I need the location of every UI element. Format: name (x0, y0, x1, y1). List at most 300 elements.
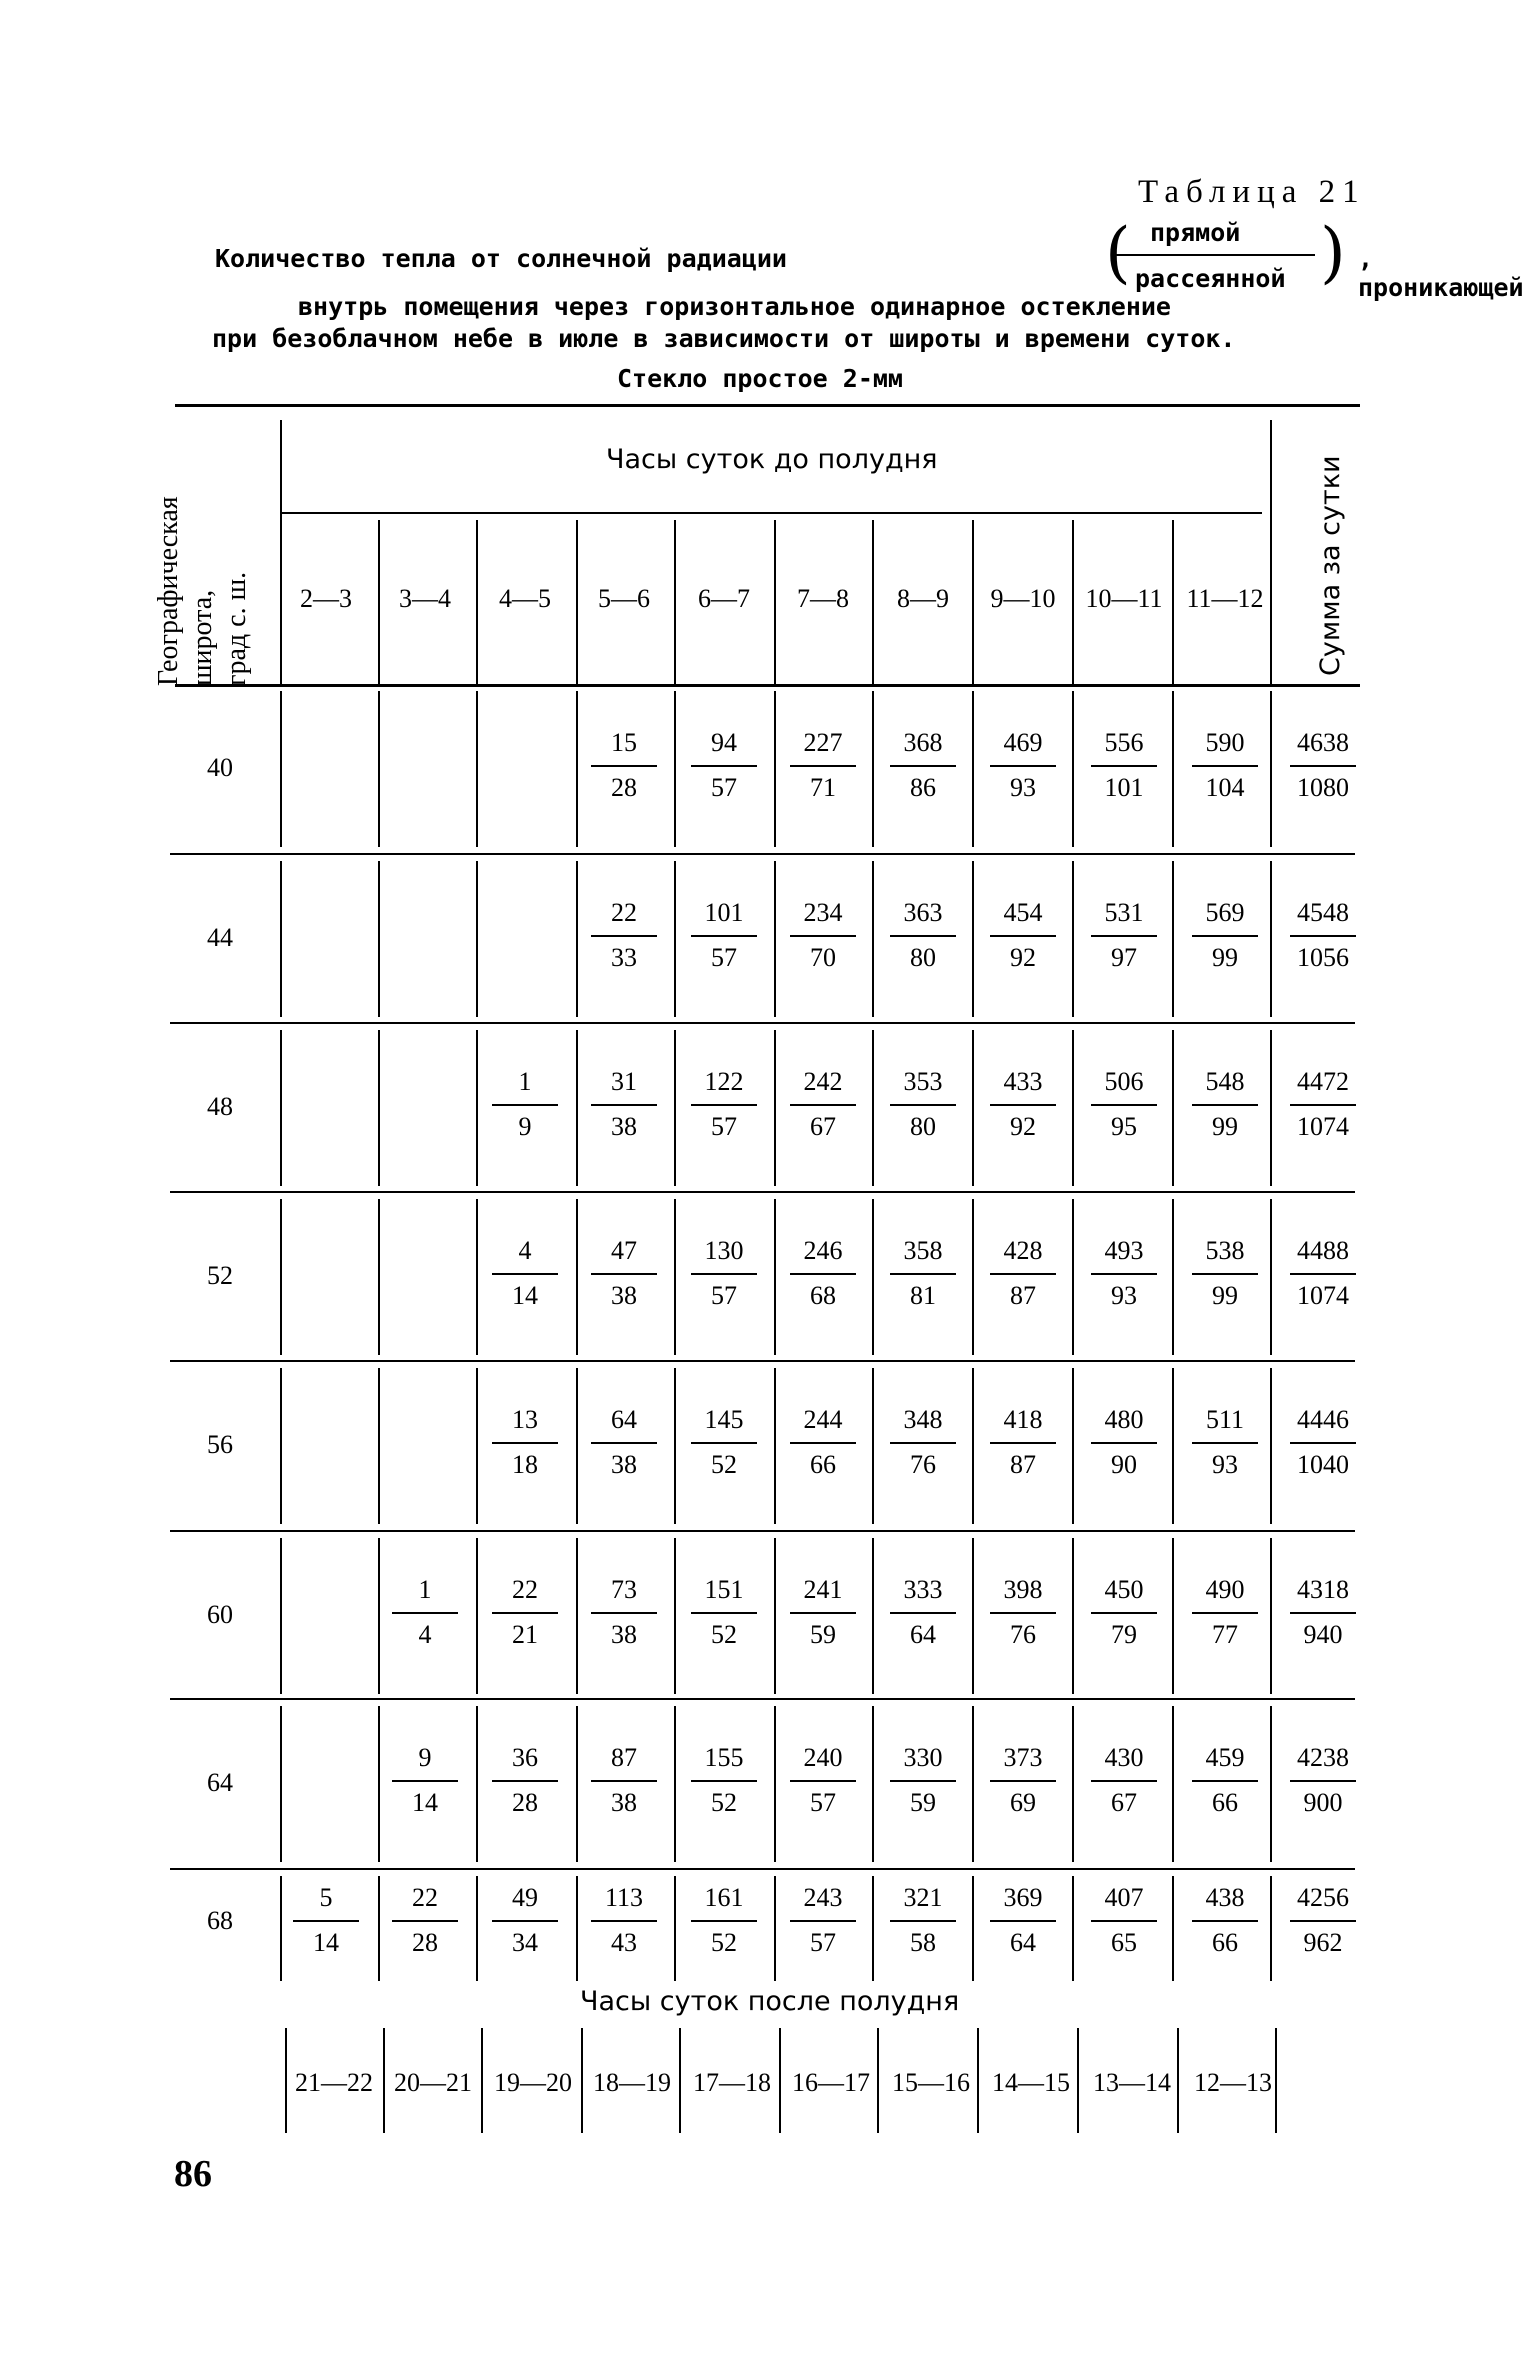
pm-hour-label: 15—16 (892, 2068, 970, 2097)
column-divider (280, 861, 282, 1017)
direct-radiation-value: 438 (1205, 1883, 1245, 1912)
column-divider (972, 861, 974, 1017)
sum-diffuse-value: 940 (1290, 1612, 1356, 1654)
direct-radiation-value: 15 (611, 728, 637, 757)
latitude-value: 56 (207, 1430, 233, 1459)
direct-radiation-value: 9 (418, 1743, 432, 1772)
diffuse-radiation-value: 79 (1091, 1612, 1157, 1654)
table-cell (687, 1402, 761, 1484)
diffuse-radiation-value: 43 (591, 1920, 657, 1962)
column-divider (774, 1199, 776, 1355)
column-divider (1270, 1199, 1272, 1355)
column-divider (1172, 1876, 1174, 1981)
sum-diffuse-value: 1056 (1290, 935, 1356, 977)
column-divider (872, 1368, 874, 1524)
table-number: Таблица 21 (1138, 174, 1366, 210)
diffuse-radiation-value: 67 (790, 1104, 856, 1146)
direct-radiation-value: 241 (803, 1575, 843, 1604)
diffuse-radiation-value: 52 (691, 1920, 757, 1962)
table-cell (786, 1402, 860, 1484)
diffuse-radiation-value: 86 (890, 765, 956, 807)
table-cell (786, 1880, 860, 1962)
table-cell (488, 1740, 562, 1822)
direct-radiation-value: 418 (1003, 1405, 1043, 1434)
column-divider (774, 1368, 776, 1524)
column-divider (872, 861, 874, 1017)
column-divider (1172, 1368, 1174, 1524)
fraction-denominator: рассеянной (1135, 264, 1286, 293)
latitude-label-line-3: град с. ш. (221, 571, 252, 686)
direct-radiation-value: 244 (803, 1405, 843, 1434)
direct-radiation-value: 87 (611, 1743, 637, 1772)
column-divider (972, 1876, 974, 1981)
direct-radiation-value: 407 (1104, 1883, 1144, 1912)
table-cell (886, 1233, 960, 1315)
daily-sum-cell (1286, 1402, 1360, 1484)
table-cell (1087, 1740, 1161, 1822)
table-cell (1087, 725, 1161, 807)
sum-direct-value: 4472 (1297, 1067, 1349, 1096)
sum-header: Сумма за сутки (1315, 455, 1346, 676)
sum-diffuse-value: 1074 (1290, 1104, 1356, 1146)
am-hour-label: 10—11 (1085, 584, 1163, 613)
row-separator (170, 1360, 1355, 1362)
am-hour-label: 5—6 (598, 584, 650, 613)
diffuse-radiation-value: 66 (1192, 1780, 1258, 1822)
sum-direct-value: 4238 (1297, 1743, 1349, 1772)
column-divider (674, 1538, 676, 1694)
diffuse-radiation-value: 57 (691, 765, 757, 807)
diffuse-radiation-value: 4 (392, 1612, 458, 1654)
diffuse-radiation-value: 14 (293, 1920, 359, 1962)
column-divider (378, 1368, 380, 1524)
table-cell (786, 895, 860, 977)
column-divider (972, 1538, 974, 1694)
direct-radiation-value: 333 (903, 1575, 943, 1604)
column-divider (1172, 861, 1174, 1017)
direct-radiation-value: 569 (1205, 898, 1245, 927)
direct-radiation-value: 548 (1205, 1067, 1245, 1096)
diffuse-radiation-value: 38 (591, 1273, 657, 1315)
table-top-rule (175, 404, 1360, 407)
column-divider (378, 1706, 380, 1862)
direct-radiation-value: 13 (512, 1405, 538, 1434)
column-divider (872, 1030, 874, 1186)
column-divider (674, 1368, 676, 1524)
direct-radiation-value: 113 (604, 1883, 644, 1912)
column-divider (476, 1368, 478, 1524)
diffuse-radiation-value: 33 (591, 935, 657, 977)
direct-radiation-value: 459 (1205, 1743, 1245, 1772)
table-cell (986, 725, 1060, 807)
diffuse-radiation-value: 57 (691, 1273, 757, 1315)
am-hour-label: 6—7 (698, 584, 750, 613)
diffuse-radiation-value: 76 (890, 1442, 956, 1484)
table-cell (1188, 1402, 1262, 1484)
am-hour-label: 7—8 (797, 584, 849, 613)
column-divider (576, 691, 578, 847)
diffuse-radiation-value: 58 (890, 1920, 956, 1962)
column-divider (476, 861, 478, 1017)
sum-diffuse-value: 962 (1290, 1920, 1356, 1962)
sum-direct-value: 4638 (1297, 728, 1349, 757)
table-cell (687, 1572, 761, 1654)
column-divider (872, 1199, 874, 1355)
diffuse-radiation-value: 28 (392, 1920, 458, 1962)
direct-radiation-value: 454 (1003, 898, 1043, 927)
column-divider (576, 1199, 578, 1355)
caption-prefix: Количество тепла от солнечной радиации (215, 244, 787, 273)
direct-radiation-value: 22 (512, 1575, 538, 1604)
direct-radiation-value: 64 (611, 1405, 637, 1434)
direct-radiation-value: 348 (903, 1405, 943, 1434)
table-cell (1188, 1572, 1262, 1654)
diffuse-radiation-value: 93 (1192, 1442, 1258, 1484)
table-cell (488, 1402, 562, 1484)
header-column-divider (1270, 420, 1272, 684)
sum-direct-value: 4256 (1297, 1883, 1349, 1912)
column-divider (872, 1538, 874, 1694)
table-cell (886, 1740, 960, 1822)
direct-radiation-value: 161 (704, 1883, 744, 1912)
am-hours-title: Часы суток до полудня (606, 444, 938, 475)
diffuse-radiation-value: 104 (1192, 765, 1258, 807)
diffuse-radiation-value: 99 (1192, 935, 1258, 977)
column-divider (1270, 1538, 1272, 1694)
column-divider (280, 1876, 282, 1981)
direct-radiation-value: 506 (1104, 1067, 1144, 1096)
column-divider (576, 861, 578, 1017)
direct-radiation-value: 538 (1205, 1236, 1245, 1265)
diffuse-radiation-value: 57 (790, 1780, 856, 1822)
direct-radiation-value: 243 (803, 1883, 843, 1912)
table-cell (786, 1572, 860, 1654)
column-divider (576, 1030, 578, 1186)
table-cell (986, 1064, 1060, 1146)
diffuse-radiation-value: 93 (1091, 1273, 1157, 1315)
column-divider (476, 1538, 478, 1694)
daily-sum-cell (1286, 1233, 1360, 1315)
diffuse-radiation-value: 80 (890, 1104, 956, 1146)
table-cell (587, 1402, 661, 1484)
table-cell (886, 895, 960, 977)
column-divider (1172, 1030, 1174, 1186)
column-divider (774, 1030, 776, 1186)
caption-line-1 (215, 214, 1524, 302)
diffuse-radiation-value: 14 (492, 1273, 558, 1315)
table-cell (786, 1740, 860, 1822)
table-cell (687, 1064, 761, 1146)
diffuse-radiation-value: 92 (990, 935, 1056, 977)
caption-line-3: при безоблачном небе в июле в зависимости от широты и времени суток. (212, 324, 1236, 353)
row-separator (170, 1698, 1355, 1700)
direct-radiation-value: 531 (1104, 898, 1144, 927)
direct-radiation-value: 490 (1205, 1575, 1245, 1604)
diffuse-radiation-value: 99 (1192, 1273, 1258, 1315)
diffuse-radiation-value: 92 (990, 1104, 1056, 1146)
diffuse-radiation-value: 77 (1192, 1612, 1258, 1654)
direct-radiation-value: 373 (1003, 1743, 1043, 1772)
column-divider (1072, 1030, 1074, 1186)
table-cell (1087, 895, 1161, 977)
diffuse-radiation-value: 68 (790, 1273, 856, 1315)
column-divider (1270, 861, 1272, 1017)
column-divider (1270, 691, 1272, 847)
diffuse-radiation-value: 95 (1091, 1104, 1157, 1146)
diffuse-radiation-value: 101 (1091, 765, 1157, 807)
diffuse-radiation-value: 59 (790, 1612, 856, 1654)
direct-radiation-value: 5 (319, 1883, 333, 1912)
table-cell (986, 1233, 1060, 1315)
direct-radiation-value: 47 (611, 1236, 637, 1265)
table-cell (1188, 895, 1262, 977)
column-divider (378, 1199, 380, 1355)
diffuse-radiation-value: 70 (790, 935, 856, 977)
pm-hour-label: 12—13 (1194, 2068, 1272, 2097)
latitude-value: 64 (207, 1768, 233, 1797)
direct-radiation-value: 36 (512, 1743, 538, 1772)
diffuse-radiation-value: 14 (392, 1780, 458, 1822)
diffuse-radiation-value: 28 (492, 1780, 558, 1822)
direct-radiation-value: 145 (704, 1405, 744, 1434)
direct-radiation-value: 363 (903, 898, 943, 927)
column-divider (972, 1030, 974, 1186)
table-cell (786, 1233, 860, 1315)
table-cell (886, 1402, 960, 1484)
table-cell (886, 1064, 960, 1146)
daily-sum-cell (1286, 1740, 1360, 1822)
table-cell (687, 1880, 761, 1962)
direct-radiation-value: 369 (1003, 1883, 1043, 1912)
diffuse-radiation-value: 38 (591, 1442, 657, 1484)
pm-hour-label: 14—15 (992, 2068, 1070, 2097)
column-divider (280, 1030, 282, 1186)
column-divider (576, 1368, 578, 1524)
column-divider (476, 1706, 478, 1862)
latitude-value: 60 (207, 1600, 233, 1629)
sum-direct-value: 4488 (1297, 1236, 1349, 1265)
am-subhead-rule (282, 512, 1262, 514)
direct-radiation-value: 155 (704, 1743, 744, 1772)
diffuse-radiation-value: 59 (890, 1780, 956, 1822)
diffuse-radiation-value: 9 (492, 1104, 558, 1146)
direct-radiation-value: 450 (1104, 1575, 1144, 1604)
diffuse-radiation-value: 28 (591, 765, 657, 807)
table-cell (886, 1572, 960, 1654)
table-cell (1188, 1233, 1262, 1315)
direct-radiation-value: 1 (418, 1575, 432, 1604)
pm-hour-label: 19—20 (494, 2068, 572, 2097)
direct-radiation-value: 430 (1104, 1743, 1144, 1772)
direct-radiation-value: 433 (1003, 1067, 1043, 1096)
column-divider (1072, 861, 1074, 1017)
diffuse-radiation-value: 57 (790, 1920, 856, 1962)
diffuse-radiation-value: 97 (1091, 935, 1157, 977)
direct-radiation-value: 101 (704, 898, 744, 927)
page-number: 86 (174, 2153, 212, 2195)
pm-hour-label: 17—18 (693, 2068, 771, 2097)
table-cell (1188, 725, 1262, 807)
direct-radiation-value: 590 (1205, 728, 1245, 757)
direct-radiation-value: 1 (518, 1067, 532, 1096)
table-cell (986, 1740, 1060, 1822)
direct-radiation-value: 49 (512, 1883, 538, 1912)
latitude-value: 44 (207, 923, 233, 952)
direct-radiation-value: 353 (903, 1067, 943, 1096)
direct-radiation-value: 242 (803, 1067, 843, 1096)
column-divider (1270, 1876, 1272, 1981)
row-separator (170, 1868, 1355, 1870)
column-divider (1270, 1030, 1272, 1186)
column-divider (576, 1706, 578, 1862)
table-cell (886, 1880, 960, 1962)
glass-type: Стекло простое 2-мм (617, 364, 903, 393)
column-divider (378, 1876, 380, 1981)
column-divider (674, 1199, 676, 1355)
diffuse-radiation-value: 52 (691, 1780, 757, 1822)
direct-radiation-value: 122 (704, 1067, 744, 1096)
table-cell (986, 1572, 1060, 1654)
column-divider (774, 1538, 776, 1694)
daily-sum-cell (1286, 895, 1360, 977)
column-divider (674, 861, 676, 1017)
direct-radiation-value: 31 (611, 1067, 637, 1096)
daily-sum-cell (1286, 725, 1360, 807)
table-cell (587, 1572, 661, 1654)
daily-sum-cell (1286, 1064, 1360, 1146)
direct-radiation-value: 73 (611, 1575, 637, 1604)
column-divider (576, 1876, 578, 1981)
diffuse-radiation-value: 57 (691, 935, 757, 977)
table-cell (587, 895, 661, 977)
daily-sum-cell (1286, 1880, 1360, 1962)
table-cell (587, 1233, 661, 1315)
diffuse-radiation-value: 52 (691, 1612, 757, 1654)
header-bottom-rule (175, 684, 1360, 687)
column-divider (1072, 1199, 1074, 1355)
column-divider (674, 1030, 676, 1186)
direct-radiation-value: 511 (1205, 1405, 1245, 1434)
direct-radiation-value: 94 (711, 728, 737, 757)
column-divider (774, 861, 776, 1017)
latitude-label-line-1: Географическая (153, 496, 184, 686)
diffuse-radiation-value: 57 (691, 1104, 757, 1146)
latitude-value: 48 (207, 1092, 233, 1121)
direct-radiation-value: 556 (1104, 728, 1144, 757)
diffuse-radiation-value: 64 (890, 1612, 956, 1654)
direct-radiation-value: 151 (704, 1575, 744, 1604)
pm-hour-label: 13—14 (1093, 2068, 1171, 2097)
latitude-label-line-2: широта, (187, 589, 218, 686)
diffuse-radiation-value: 66 (1192, 1920, 1258, 1962)
am-hour-label: 11—12 (1186, 584, 1264, 613)
table-cell (986, 1880, 1060, 1962)
column-divider (1072, 1876, 1074, 1981)
table-cell (886, 725, 960, 807)
table-cell (1188, 1740, 1262, 1822)
column-divider (872, 1876, 874, 1981)
sum-diffuse-value: 1080 (1290, 765, 1356, 807)
column-divider (1270, 1368, 1272, 1524)
sum-direct-value: 4318 (1297, 1575, 1349, 1604)
direct-radiation-value: 130 (704, 1236, 744, 1265)
am-hour-label: 9—10 (990, 584, 1056, 613)
diffuse-radiation-value: 76 (990, 1612, 1056, 1654)
column-divider (972, 691, 974, 847)
column-divider (972, 1368, 974, 1524)
table-cell (289, 1880, 363, 1962)
table-cell (488, 1233, 562, 1315)
diffuse-radiation-value: 38 (591, 1780, 657, 1822)
latitude-value: 68 (207, 1906, 233, 1935)
direct-radiation-value: 321 (903, 1883, 943, 1912)
table-cell (1087, 1572, 1161, 1654)
diffuse-radiation-value: 65 (1091, 1920, 1157, 1962)
direct-radiation-value: 428 (1003, 1236, 1043, 1265)
table-cell (1087, 1402, 1161, 1484)
table-cell (1188, 1880, 1262, 1962)
column-divider (378, 861, 380, 1017)
column-divider (774, 1706, 776, 1862)
row-separator (170, 1530, 1355, 1532)
latitude-value: 40 (207, 753, 233, 782)
am-hour-label: 8—9 (897, 584, 949, 613)
direct-radiation-value: 4 (518, 1236, 532, 1265)
table-cell (388, 1572, 462, 1654)
table-cell (388, 1880, 462, 1962)
table-cell (687, 895, 761, 977)
diffuse-radiation-value: 34 (492, 1920, 558, 1962)
direct-radiation-value: 227 (803, 728, 843, 757)
column-divider (774, 691, 776, 847)
column-divider (1172, 1199, 1174, 1355)
diffuse-radiation-value: 21 (492, 1612, 558, 1654)
diffuse-radiation-value: 99 (1192, 1104, 1258, 1146)
column-divider (1172, 691, 1174, 847)
diffuse-radiation-value: 80 (890, 935, 956, 977)
sum-direct-value: 4446 (1297, 1405, 1349, 1434)
diffuse-radiation-value: 81 (890, 1273, 956, 1315)
direct-radiation-value: 22 (412, 1883, 438, 1912)
column-divider (378, 1030, 380, 1186)
pm-hour-label: 16—17 (792, 2068, 870, 2097)
table-cell (1087, 1233, 1161, 1315)
direct-radiation-value: 22 (611, 898, 637, 927)
table-cell (587, 1880, 661, 1962)
diffuse-radiation-value: 38 (591, 1612, 657, 1654)
column-divider (972, 1199, 974, 1355)
direct-radiation-value: 368 (903, 728, 943, 757)
caption-line-2: внутрь помещения через горизонтальное одинарное остекление (298, 292, 1171, 321)
column-divider (476, 1876, 478, 1981)
direct-radiation-value: 480 (1104, 1405, 1144, 1434)
column-divider (280, 1199, 282, 1355)
table-cell (986, 1402, 1060, 1484)
table-cell (1188, 1064, 1262, 1146)
direct-radiation-value: 493 (1104, 1236, 1144, 1265)
row-separator (170, 1191, 1355, 1193)
diffuse-radiation-value: 66 (790, 1442, 856, 1484)
column-divider (1172, 1538, 1174, 1694)
table-cell (1087, 1880, 1161, 1962)
diffuse-radiation-value: 18 (492, 1442, 558, 1484)
header-column-divider (280, 420, 282, 684)
column-divider (1072, 691, 1074, 847)
column-divider (476, 691, 478, 847)
left-paren: ( (1105, 214, 1131, 291)
right-paren: ) (1320, 214, 1346, 291)
column-divider (378, 1538, 380, 1694)
